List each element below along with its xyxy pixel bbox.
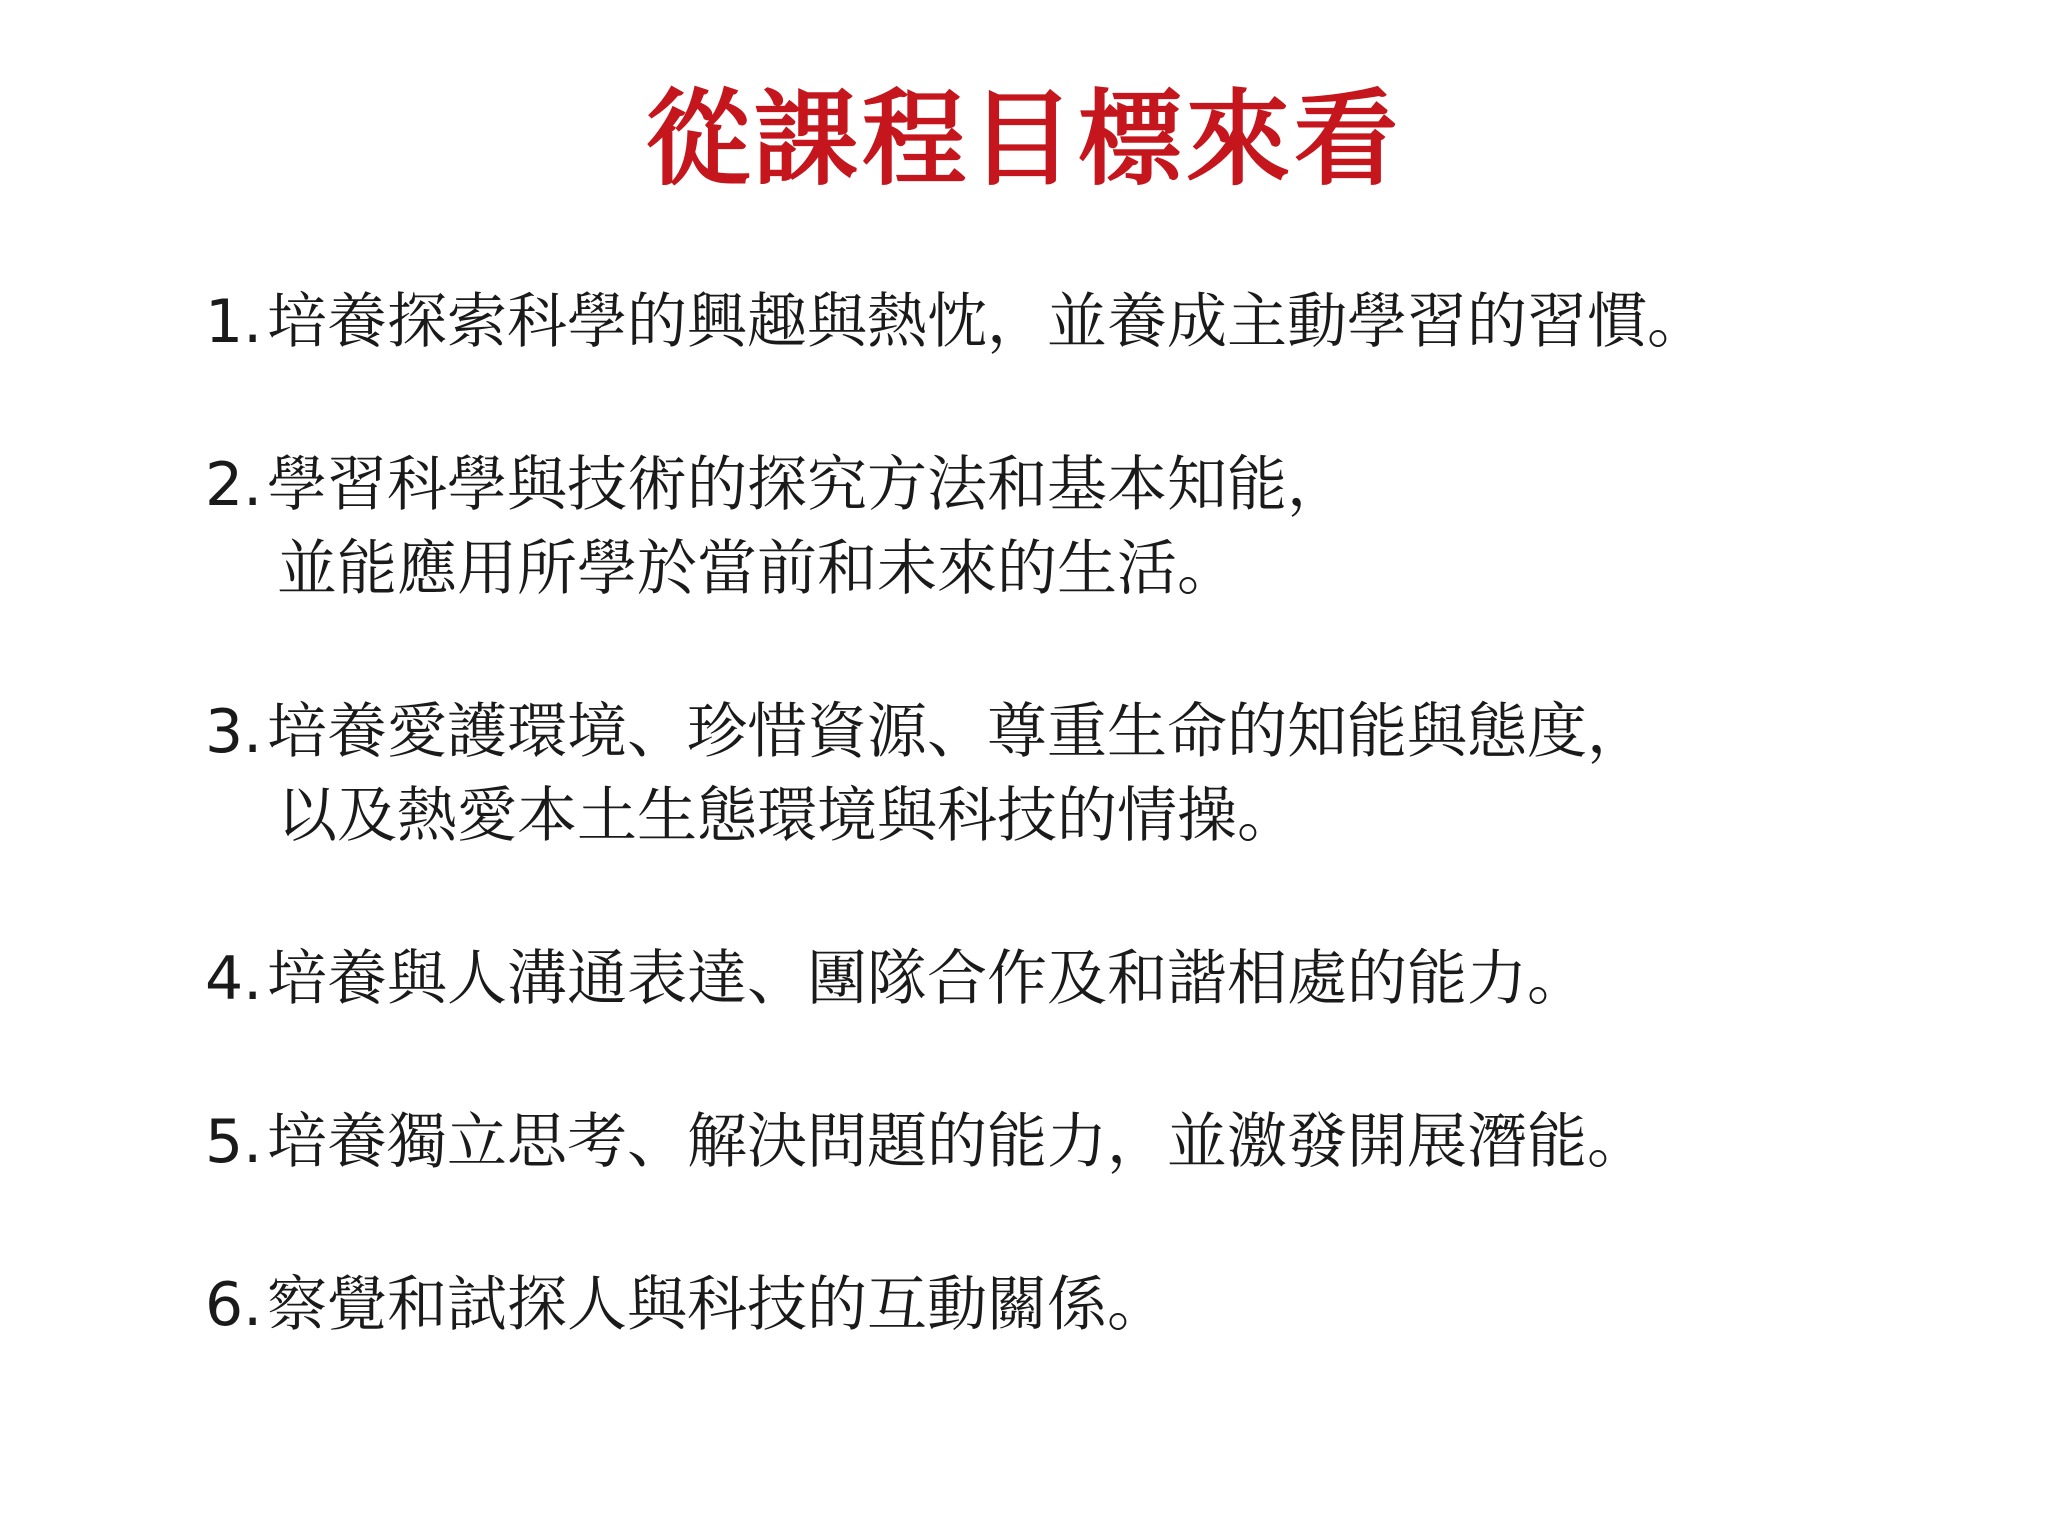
- objective-item-2: [205, 443, 2005, 611]
- objective-text: [267, 443, 1347, 611]
- objective-line: 培養愛護環境、珍惜資源、尊重生命的知能與態度，: [267, 697, 1647, 767]
- slide-title: 從課程目標來看: [645, 78, 1402, 200]
- objective-text: [267, 1263, 1167, 1347]
- objectives-list: [205, 280, 2005, 1426]
- objective-number: 5.: [205, 1107, 263, 1177]
- objective-line: 培養探索科學的興趣與熱忱，並養成主動學習的習慣。: [267, 287, 1707, 357]
- objective-line: 學習科學與技術的探究方法和基本知能，: [267, 450, 1347, 520]
- objective-item-4: [205, 937, 2005, 1021]
- objective-item-5: [205, 1100, 2005, 1184]
- objective-text: [267, 937, 1587, 1021]
- objective-number: 6.: [205, 1270, 263, 1340]
- objective-text: [267, 690, 1647, 858]
- objective-number: 4.: [205, 944, 263, 1014]
- objective-item-1: [205, 280, 2005, 364]
- objective-line: 以及熱愛本土生態環境與科技的情操。: [277, 781, 1297, 851]
- objective-text: [267, 1100, 1647, 1184]
- objective-line: 察覺和試探人與科技的互動關係。: [267, 1270, 1167, 1340]
- objective-line: 培養與人溝通表達、團隊合作及和諧相處的能力。: [267, 944, 1587, 1014]
- objective-line: 培養獨立思考、解決問題的能力，並激發開展潛能。: [267, 1107, 1647, 1177]
- objective-item-3: [205, 690, 2005, 858]
- objective-number: 1.: [205, 287, 263, 357]
- objective-text: [267, 280, 1707, 364]
- objective-number: 2.: [205, 450, 263, 520]
- objective-number: 3.: [205, 697, 263, 767]
- objective-line: 並能應用所學於當前和未來的生活。: [277, 534, 1237, 604]
- objective-item-6: [205, 1263, 2005, 1347]
